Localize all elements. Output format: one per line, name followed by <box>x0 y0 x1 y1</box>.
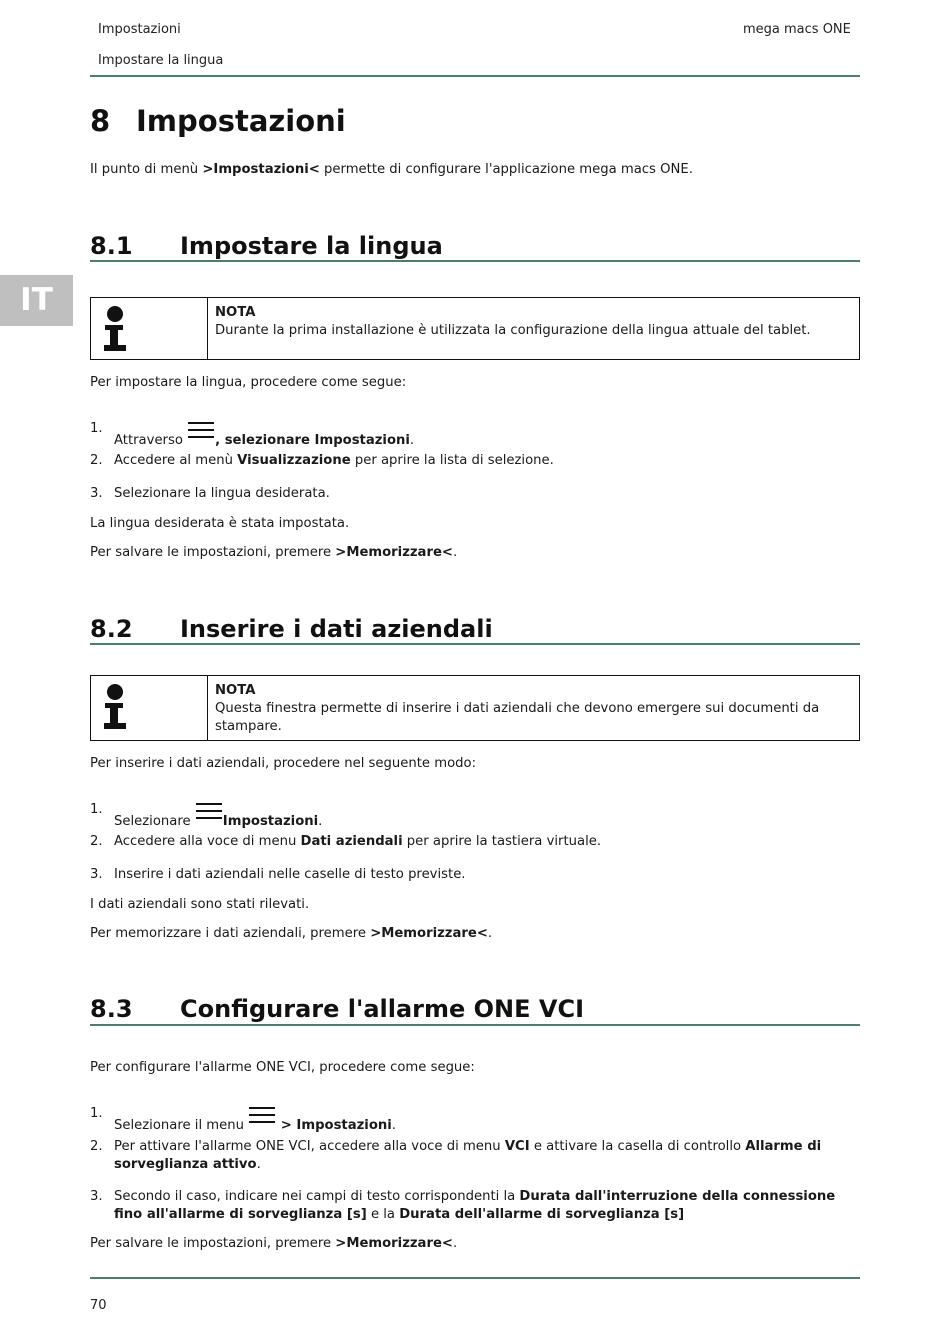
header-product: mega macs ONE <box>743 22 851 37</box>
language-tab: IT <box>0 275 73 326</box>
note-box <box>90 675 860 741</box>
header-subsection: Impostare la lingua <box>98 53 224 68</box>
section-intro: Per impostare la lingua, procedere come segue: <box>90 375 407 390</box>
note-text: Durante la prima installazione è utilizzata la configurazione della lingua attuale del tablet. <box>215 323 811 338</box>
section-intro: Per configurare l'allarme ONE VCI, procedere come segue: <box>90 1060 475 1075</box>
info-icon <box>91 298 207 358</box>
save-instruction: Per memorizzare i dati aziendali, premere >Memorizzare<. <box>90 926 493 941</box>
save-instruction: Per salvare le impostazioni, premere >Memorizzare<. <box>90 545 458 560</box>
hamburger-menu-icon <box>195 801 223 821</box>
note-box <box>90 297 860 360</box>
note-title: NOTA <box>215 683 256 698</box>
section-intro: Per inserire i dati aziendali, procedere nel seguente modo: <box>90 756 477 771</box>
info-icon <box>91 676 207 736</box>
header-section: Impostazioni <box>98 22 181 37</box>
footer-rule <box>90 1277 860 1279</box>
result-text: La lingua desiderata è stata impostata. <box>90 516 350 531</box>
hamburger-menu-icon <box>248 1105 276 1125</box>
note-title: NOTA <box>215 305 256 320</box>
header-rule <box>90 75 860 77</box>
chapter-intro: Il punto di menù >Impostazioni< permette di configurare l'applicazione mega macs ONE. <box>90 162 693 177</box>
section-rule <box>90 260 860 262</box>
save-instruction: Per salvare le impostazioni, premere >Memorizzare<. <box>90 1236 458 1251</box>
result-text: I dati aziendali sono stati rilevati. <box>90 897 310 912</box>
section-rule <box>90 1024 860 1026</box>
hamburger-menu-icon <box>187 420 215 440</box>
note-text: Questa finestra permette di inserire i dati aziendali che devono emergere sui documenti da stampare. <box>215 701 820 734</box>
page-number: 70 <box>90 1298 107 1313</box>
chapter-title: 8 Impostazioni <box>90 104 346 138</box>
section-rule <box>90 643 860 645</box>
